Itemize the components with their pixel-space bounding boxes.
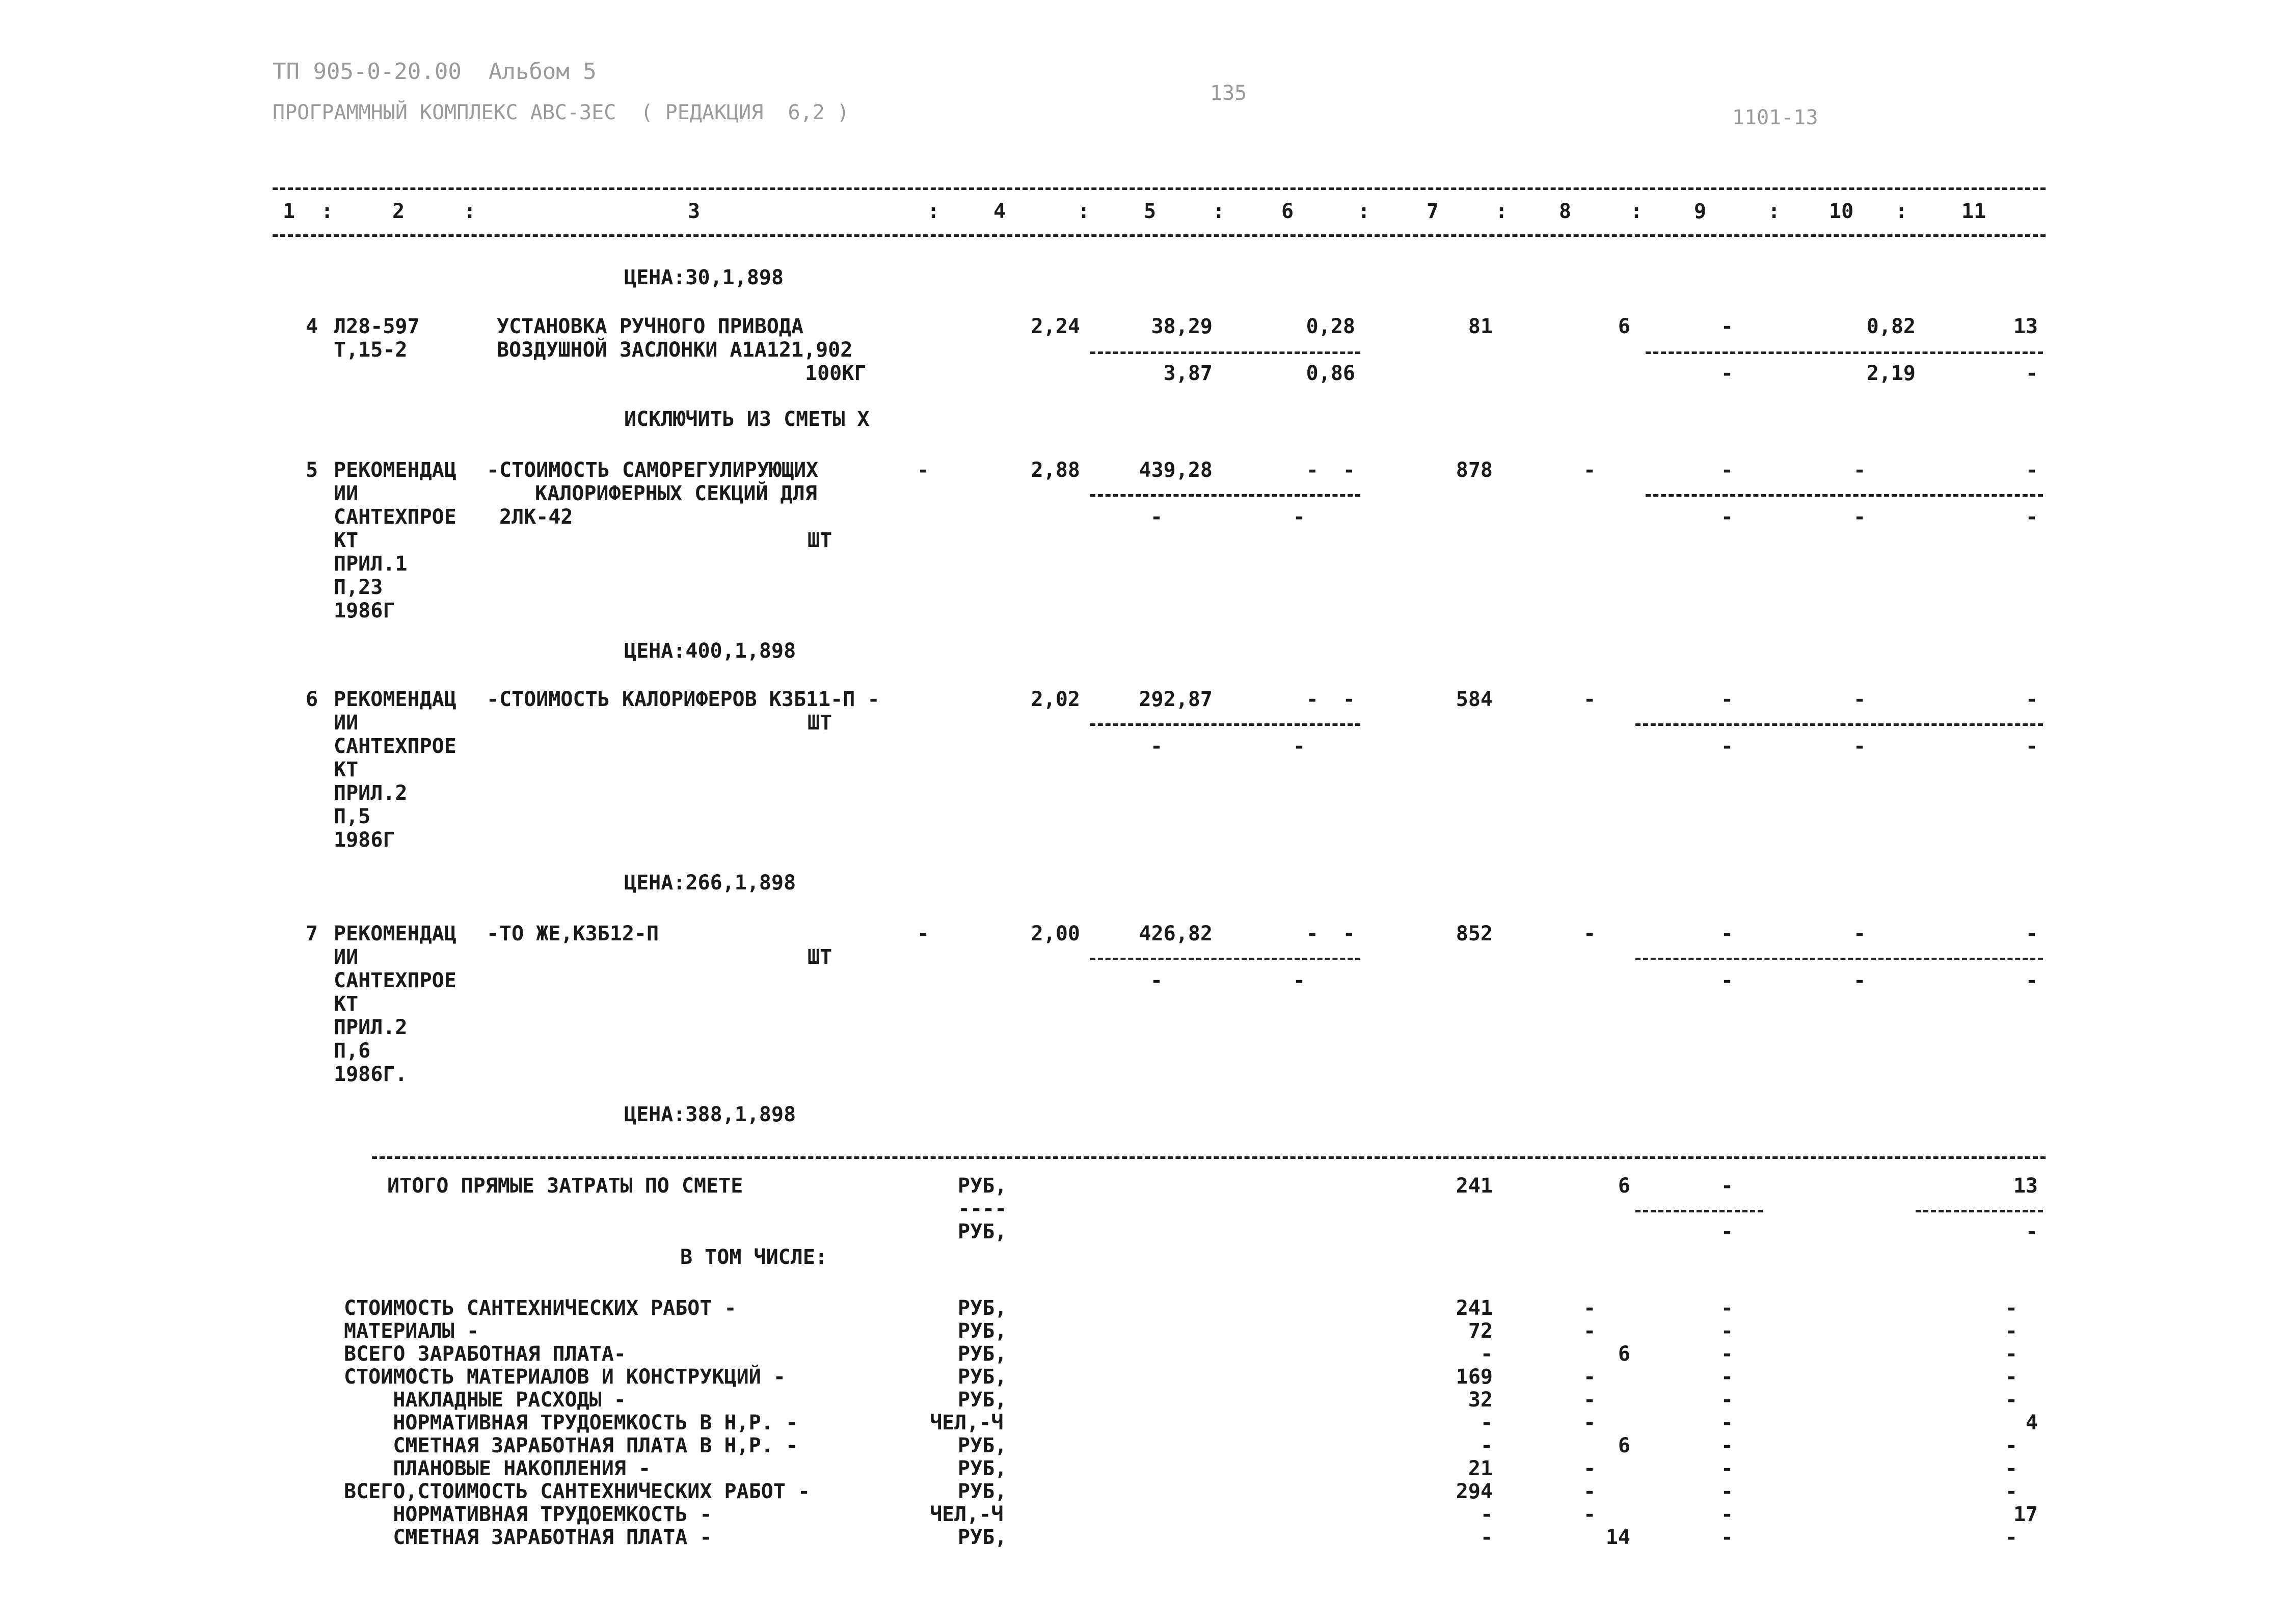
row-quantity: 2,88	[1031, 458, 1080, 482]
row-basis: КТ	[334, 758, 359, 781]
list-item: МАТЕРИАЛЫ -	[344, 1319, 479, 1343]
row-basis: ИИ	[334, 482, 359, 505]
row-col8: -	[1583, 688, 1596, 711]
totals-col8: 6	[1618, 1174, 1630, 1198]
row-unit: ШТ	[808, 529, 832, 552]
list-item-col11: -	[2005, 1342, 2018, 1366]
row-quantity: 2,00	[1031, 922, 1080, 945]
list-item-col11: -	[2005, 1388, 2018, 1412]
row-basis: РЕКОМЕНДАЦ	[334, 688, 456, 711]
row-basis: ИИ	[334, 711, 359, 735]
row-col8: 6	[1618, 315, 1630, 338]
list-item-col8: 6	[1618, 1342, 1630, 1366]
list-item-col9: -	[1720, 1457, 1734, 1480]
row-col8: -	[1583, 458, 1596, 482]
list-item: НОРМАТИВНАЯ ТРУДОЕМКОСТЬ В Н,Р. -	[344, 1411, 798, 1434]
row-price: 439,28	[1139, 458, 1213, 482]
row-basis: П,6	[334, 1039, 371, 1063]
list-item-col8: 14	[1605, 1526, 1630, 1549]
row-col9: -	[1720, 922, 1734, 945]
row-col9: -	[1720, 315, 1734, 338]
row-col10-b: -	[1853, 969, 1866, 992]
row-basis: САНТЕХПРОЕ	[334, 505, 456, 529]
row-col9: -	[1720, 458, 1734, 482]
row-price: 426,82	[1139, 922, 1213, 945]
row-name: 2ЛК-42	[499, 505, 573, 529]
totals-col11: 13	[2013, 1174, 2038, 1198]
list-item-col11: 4	[2025, 1411, 2038, 1434]
col-header-4: 4	[993, 200, 1006, 223]
page-mark: 135	[1210, 82, 1247, 105]
row-basis: КТ	[334, 529, 359, 552]
totals-col9: -	[1720, 1174, 1734, 1198]
row-basis: 1986Г	[334, 828, 395, 852]
price-line-1: ЦЕНА:30,1,898	[624, 266, 784, 289]
list-item-col11: -	[2005, 1457, 2018, 1480]
list-item-col8: 6	[1618, 1434, 1630, 1457]
row-col11-b: -	[2025, 969, 2038, 992]
price-line-4: ЦЕНА:388,1,898	[624, 1103, 796, 1126]
row-col8: -	[1583, 922, 1596, 945]
row-unit: 100КГ	[805, 362, 867, 385]
row-number: 5	[306, 458, 318, 482]
row-col11-b: -	[2025, 362, 2038, 385]
list-item: НАКЛАДНЫЕ РАСХОДЫ -	[344, 1388, 626, 1412]
row-basis: ПРИЛ.2	[334, 1016, 408, 1039]
row-col11: -	[2025, 458, 2038, 482]
list-item-col8: -	[1583, 1388, 1596, 1412]
row-basis: П,23	[334, 576, 383, 599]
list-item-col9: -	[1720, 1296, 1734, 1320]
totals-cost: 241	[1456, 1174, 1493, 1198]
list-item-col9: -	[1720, 1434, 1734, 1457]
row-col10: -	[1853, 458, 1866, 482]
row-col11-b: -	[2025, 735, 2038, 758]
row-basis: 1986Г.	[334, 1063, 408, 1086]
row-col10-b: -	[1853, 735, 1866, 758]
list-item-col11: -	[2005, 1480, 2018, 1503]
row-col10: -	[1853, 922, 1866, 945]
row-basis: РЕКОМЕНДАЦ	[334, 458, 456, 482]
price-line-2: ЦЕНА:400,1,898	[624, 639, 796, 663]
list-item-cost: -	[1480, 1411, 1493, 1434]
list-item-unit: ЧЕЛ,-Ч	[930, 1411, 1004, 1434]
list-item-cost: -	[1480, 1503, 1493, 1526]
row-name: СТОИМОСТЬ КАЛОРИФЕРОВ КЗБ11-П -	[499, 688, 880, 711]
totals-title: ИТОГО ПРЯМЫЕ ЗАТРАТЫ ПО СМЕТЕ	[387, 1174, 743, 1198]
row-col9: -	[1720, 688, 1734, 711]
totals-unit: РУБ,	[958, 1220, 1007, 1243]
list-item-col9: -	[1720, 1365, 1734, 1389]
list-item-col8: -	[1583, 1503, 1596, 1526]
col-header-1: 1	[283, 200, 295, 223]
list-item-col11: -	[2005, 1319, 2018, 1343]
list-item-cost: 294	[1456, 1480, 1493, 1503]
row-dash: -	[917, 922, 930, 945]
row-price-col6: - -	[1306, 688, 1355, 711]
row-price-wage: -	[1150, 969, 1163, 992]
list-item-unit: РУБ,	[958, 1434, 1007, 1457]
row-basis: САНТЕХПРОЕ	[334, 969, 456, 992]
col-header-3: 3	[688, 200, 701, 223]
table-top-rule	[273, 187, 2046, 190]
row-basis: Т,15-2	[334, 338, 408, 362]
list-item-cost: 21	[1468, 1457, 1493, 1480]
row-name: ТО ЖЕ,КЗБ12-П	[499, 922, 659, 945]
row-col9-b: -	[1720, 969, 1734, 992]
row-price: 292,87	[1139, 688, 1213, 711]
list-item-unit: РУБ,	[958, 1388, 1007, 1412]
list-item-cost: 32	[1468, 1388, 1493, 1412]
col-header-11: 11	[1961, 200, 1986, 223]
col-header-8: 8	[1559, 200, 1572, 223]
list-item: СМЕТНАЯ ЗАРАБОТНАЯ ПЛАТА -	[344, 1526, 712, 1549]
row-name: ВОЗДУШНОЙ ЗАСЛОНКИ А1А121,902	[497, 338, 853, 362]
row-col9-b: -	[1720, 735, 1734, 758]
row-number: 7	[306, 922, 318, 945]
document-id: 1101-13	[1732, 106, 1818, 129]
totals-rule	[372, 1156, 2046, 1159]
row-col11: -	[2025, 688, 2038, 711]
document-code: ТП 905-0-20.00 Альбом 5	[273, 59, 597, 85]
row-price-wage: -	[1150, 735, 1163, 758]
row-basis: ПРИЛ.2	[334, 781, 408, 805]
row-cost: 878	[1456, 458, 1493, 482]
list-item-col11: -	[2005, 1526, 2018, 1549]
totals-unit: РУБ,	[958, 1174, 1007, 1198]
list-item-cost: 241	[1456, 1296, 1493, 1320]
list-item: ПЛАНОВЫЕ НАКОПЛЕНИЯ -	[344, 1457, 651, 1480]
list-item-col8: -	[1583, 1457, 1596, 1480]
list-item-unit: РУБ,	[958, 1296, 1007, 1320]
row-col9-b: -	[1720, 505, 1734, 529]
row-cost: 584	[1456, 688, 1493, 711]
list-item: НОРМАТИВНАЯ ТРУДОЕМКОСТЬ -	[344, 1503, 712, 1526]
list-item-cost: 72	[1468, 1319, 1493, 1343]
row-price-wage-col6: 0,86	[1306, 362, 1355, 385]
row-basis: КТ	[334, 992, 359, 1016]
list-item-unit: РУБ,	[958, 1480, 1007, 1503]
list-item-unit: ЧЕЛ,-Ч	[930, 1503, 1004, 1526]
row-quantity: 2,24	[1031, 315, 1080, 338]
list-item-col8: -	[1583, 1411, 1596, 1434]
row-unit: ШТ	[808, 711, 832, 735]
list-item-cost: -	[1480, 1526, 1493, 1549]
row-price-col6: - -	[1306, 922, 1355, 945]
row-cost: 81	[1468, 315, 1493, 338]
row-price-wage-col6: -	[1293, 735, 1306, 758]
list-item-col8: -	[1583, 1319, 1596, 1343]
list-item-col8: -	[1583, 1296, 1596, 1320]
list-item-cost: -	[1480, 1342, 1493, 1366]
row-basis: ИИ	[334, 945, 359, 969]
row-basis: Л28-597	[334, 315, 420, 338]
row-basis: П,5	[334, 805, 371, 828]
list-item: СМЕТНАЯ ЗАРАБОТНАЯ ПЛАТА В Н,Р. -	[344, 1434, 798, 1457]
list-item: ВСЕГО,СТОИМОСТЬ САНТЕХНИЧЕСКИХ РАБОТ -	[344, 1480, 811, 1503]
col-header-6: 6	[1281, 200, 1294, 223]
list-item-col9: -	[1720, 1526, 1734, 1549]
list-item-col9: -	[1720, 1411, 1734, 1434]
exclude-note: ИСКЛЮЧИТЬ ИЗ СМЕТЫ Х	[624, 408, 870, 431]
list-item-col9: -	[1720, 1342, 1734, 1366]
col-header-7: 7	[1427, 200, 1439, 223]
row-col9-b: -	[1720, 362, 1734, 385]
row-price-col6: 0,28	[1306, 315, 1355, 338]
list-item-col9: -	[1720, 1319, 1734, 1343]
row-col11: -	[2025, 922, 2038, 945]
row-quantity: 2,02	[1031, 688, 1080, 711]
totals-unit-dash: ----	[958, 1197, 1007, 1221]
list-item-cost: 169	[1456, 1365, 1493, 1389]
row-price-wage-col6: -	[1293, 969, 1306, 992]
row-basis: САНТЕХПРОЕ	[334, 735, 456, 758]
row-col10-b: 2,19	[1866, 362, 1916, 385]
list-item: ВСЕГО ЗАРАБОТНАЯ ПЛАТА-	[344, 1342, 626, 1366]
row-number: 4	[306, 315, 318, 338]
header-bottom-rule	[273, 234, 2046, 237]
list-item-unit: РУБ,	[958, 1319, 1007, 1343]
row-name: УСТАНОВКА РУЧНОГО ПРИВОДА	[497, 315, 804, 338]
row-basis: 1986Г	[334, 599, 395, 622]
row-col11: 13	[2013, 315, 2038, 338]
list-item-col9: -	[1720, 1388, 1734, 1412]
list-item-col11: -	[2005, 1434, 2018, 1457]
program-title: ПРОГРАММНЫЙ КОМПЛЕКС АВС-ЗЕС ( РЕДАКЦИЯ 6,2 )	[273, 101, 849, 124]
row-basis: ПРИЛ.1	[334, 552, 408, 576]
list-item-cost: -	[1480, 1434, 1493, 1457]
list-item-col11: -	[2005, 1365, 2018, 1389]
row-basis: РЕКОМЕНДАЦ	[334, 922, 456, 945]
list-item-col9: -	[1720, 1480, 1734, 1503]
list-item: СТОИМОСТЬ МАТЕРИАЛОВ И КОНСТРУКЦИЙ -	[344, 1365, 786, 1389]
row-unit: ШТ	[808, 945, 832, 969]
row-col10: -	[1853, 688, 1866, 711]
totals-including-label: В ТОМ ЧИСЛЕ:	[680, 1246, 827, 1269]
list-item: СТОИМОСТЬ САНТЕХНИЧЕСКИХ РАБОТ -	[344, 1296, 737, 1320]
row-price-wage-col6: -	[1293, 505, 1306, 529]
col-header-9: 9	[1694, 200, 1707, 223]
row-col10: 0,82	[1866, 315, 1916, 338]
row-price-wage: -	[1150, 505, 1163, 529]
list-item-unit: РУБ,	[958, 1526, 1007, 1549]
price-line-3: ЦЕНА:266,1,898	[624, 871, 796, 895]
col-header-2: 2	[392, 200, 405, 223]
totals-col11-b: -	[2025, 1220, 2038, 1243]
row-cost: 852	[1456, 922, 1493, 945]
list-item-col9: -	[1720, 1503, 1734, 1526]
row-price: 38,29	[1151, 315, 1213, 338]
list-item-unit: РУБ,	[958, 1365, 1007, 1389]
row-name: СТОИМОСТЬ САМОРЕГУЛИРУЮЩИХ	[499, 458, 819, 482]
row-price-col6: - -	[1306, 458, 1355, 482]
row-col11-b: -	[2025, 505, 2038, 529]
col-header-5: 5	[1144, 200, 1157, 223]
list-item-col8: -	[1583, 1480, 1596, 1503]
list-item-unit: РУБ,	[958, 1457, 1007, 1480]
list-item-col11: 17	[2013, 1503, 2038, 1526]
list-item-col8: -	[1583, 1365, 1596, 1389]
col-header-10: 10	[1829, 200, 1854, 223]
list-item-col11: -	[2005, 1296, 2018, 1320]
totals-col9-b: -	[1720, 1220, 1734, 1243]
list-item-unit: РУБ,	[958, 1342, 1007, 1366]
row-number: 6	[306, 688, 318, 711]
row-name: КАЛОРИФЕРНЫХ СЕКЦИЙ ДЛЯ	[535, 482, 817, 505]
row-col10-b: -	[1853, 505, 1866, 529]
row-price-wage: 3,87	[1163, 362, 1213, 385]
row-dash: -	[917, 458, 930, 482]
